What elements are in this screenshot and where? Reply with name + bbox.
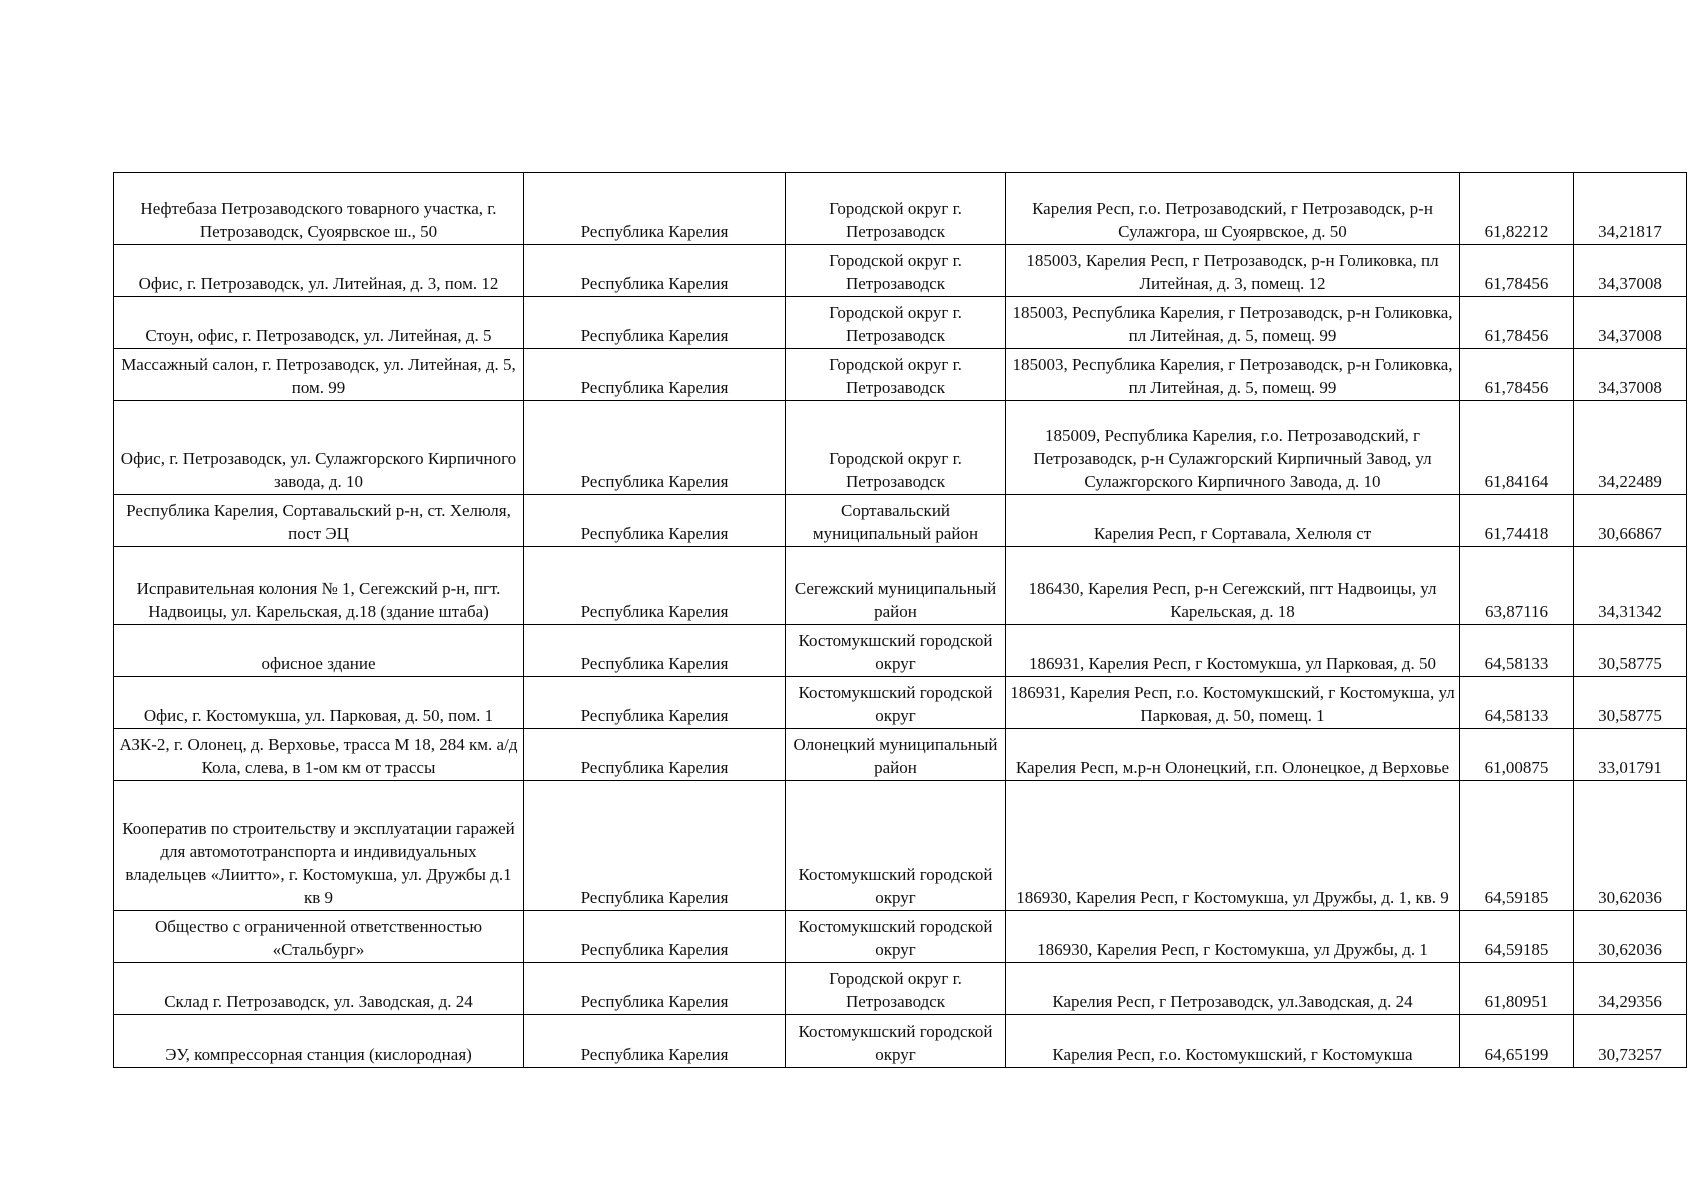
latitude-cell: 61,80951 — [1460, 963, 1574, 1015]
latitude-cell: 61,82212 — [1460, 173, 1574, 245]
latitude-cell: 64,59185 — [1460, 911, 1574, 963]
longitude-cell: 34,37008 — [1574, 297, 1687, 349]
table-row — [114, 963, 1687, 1015]
object-name-cell: АЗК-2, г. Олонец, д. Верховье, трасса М 18, 284 км. а/д Кола, слева, в 1-ом км от трассы — [114, 729, 524, 781]
latitude-cell: 61,84164 — [1460, 401, 1574, 495]
table-row — [114, 349, 1687, 401]
table-row — [114, 547, 1687, 625]
object-name-cell: Кооператив по строительству и эксплуатации гаражей для автомототранспорта и индивидуальных владельцев «Лиитто», г. Костомукша, ул. Дружбы д.1 кв 9 — [114, 781, 524, 911]
latitude-cell: 61,78456 — [1460, 245, 1574, 297]
latitude-cell: 61,78456 — [1460, 349, 1574, 401]
longitude-cell: 34,37008 — [1574, 245, 1687, 297]
longitude-cell: 34,22489 — [1574, 401, 1687, 495]
table-row — [114, 625, 1687, 677]
region-cell: Республика Карелия — [524, 547, 786, 625]
locations-table-container — [113, 172, 1687, 1068]
address-cell: Карелия Респ, г Петрозаводск, ул.Заводская, д. 24 — [1006, 963, 1460, 1015]
address-cell: 185009, Республика Карелия, г.о. Петрозаводский, г Петрозаводск, р-н Сулажгорский Кирпичный Завод, ул Сулажгорского Кирпичного Завода, д. 10 — [1006, 401, 1460, 495]
longitude-cell: 30,66867 — [1574, 495, 1687, 547]
longitude-cell: 30,62036 — [1574, 911, 1687, 963]
table-row — [114, 245, 1687, 297]
object-name-cell: Исправительная колония № 1, Сегежский р-н, пгт. Надвоицы, ул. Карельская, д.18 (здание штаба) — [114, 547, 524, 625]
longitude-cell: 30,58775 — [1574, 625, 1687, 677]
municipality-cell: Городской округ г. Петрозаводск — [786, 297, 1006, 349]
latitude-cell: 61,78456 — [1460, 297, 1574, 349]
municipality-cell: Городской округ г. Петрозаводск — [786, 245, 1006, 297]
region-cell: Республика Карелия — [524, 401, 786, 495]
municipality-cell: Городской округ г. Петрозаводск — [786, 349, 1006, 401]
municipality-cell: Костомукшский городской округ — [786, 677, 1006, 729]
region-cell: Республика Карелия — [524, 729, 786, 781]
longitude-cell: 33,01791 — [1574, 729, 1687, 781]
object-name-cell: Стоун, офис, г. Петрозаводск, ул. Литейная, д. 5 — [114, 297, 524, 349]
table-row — [114, 729, 1687, 781]
latitude-cell: 61,00875 — [1460, 729, 1574, 781]
municipality-cell: Городской округ г. Петрозаводск — [786, 401, 1006, 495]
region-cell: Республика Карелия — [524, 781, 786, 911]
table-row — [114, 911, 1687, 963]
address-cell: 186931, Карелия Респ, г Костомукша, ул Парковая, д. 50 — [1006, 625, 1460, 677]
municipality-cell: Костомукшский городской округ — [786, 781, 1006, 911]
longitude-cell: 30,73257 — [1574, 1015, 1687, 1068]
region-cell: Республика Карелия — [524, 495, 786, 547]
address-cell: 186930, Карелия Респ, г Костомукша, ул Дружбы, д. 1 — [1006, 911, 1460, 963]
address-cell: Карелия Респ, м.р-н Олонецкий, г.п. Олонецкое, д Верховье — [1006, 729, 1460, 781]
latitude-cell: 64,58133 — [1460, 677, 1574, 729]
region-cell: Республика Карелия — [524, 1015, 786, 1068]
locations-table — [113, 172, 1687, 1068]
region-cell: Республика Карелия — [524, 173, 786, 245]
municipality-cell: Сегежский муниципальный район — [786, 547, 1006, 625]
region-cell: Республика Карелия — [524, 963, 786, 1015]
object-name-cell: ЭУ, компрессорная станция (кислородная) — [114, 1015, 524, 1068]
latitude-cell: 61,74418 — [1460, 495, 1574, 547]
table-row — [114, 781, 1687, 911]
municipality-cell: Городской округ г. Петрозаводск — [786, 963, 1006, 1015]
municipality-cell: Костомукшский городской округ — [786, 1015, 1006, 1068]
table-row — [114, 297, 1687, 349]
municipality-cell: Олонецкий муниципальный район — [786, 729, 1006, 781]
address-cell: Карелия Респ, г Сортавала, Хелюля ст — [1006, 495, 1460, 547]
region-cell: Республика Карелия — [524, 349, 786, 401]
table-row — [114, 1015, 1687, 1068]
region-cell: Республика Карелия — [524, 625, 786, 677]
latitude-cell: 64,58133 — [1460, 625, 1574, 677]
table-row — [114, 495, 1687, 547]
object-name-cell: Республика Карелия, Сортавальский р-н, ст. Хелюля, пост ЭЦ — [114, 495, 524, 547]
object-name-cell: офисное здание — [114, 625, 524, 677]
municipality-cell: Костомукшский городской округ — [786, 625, 1006, 677]
region-cell: Республика Карелия — [524, 677, 786, 729]
region-cell: Республика Карелия — [524, 297, 786, 349]
longitude-cell: 34,37008 — [1574, 349, 1687, 401]
longitude-cell: 30,62036 — [1574, 781, 1687, 911]
region-cell: Республика Карелия — [524, 911, 786, 963]
address-cell: Карелия Респ, г.о. Костомукшский, г Костомукша — [1006, 1015, 1460, 1068]
object-name-cell: Офис, г. Костомукша, ул. Парковая, д. 50, пом. 1 — [114, 677, 524, 729]
latitude-cell: 64,59185 — [1460, 781, 1574, 911]
address-cell: 186430, Карелия Респ, р-н Сегежский, пгт Надвоицы, ул Карельская, д. 18 — [1006, 547, 1460, 625]
object-name-cell: Массажный салон, г. Петрозаводск, ул. Литейная, д. 5, пом. 99 — [114, 349, 524, 401]
address-cell: 186930, Карелия Респ, г Костомукша, ул Дружбы, д. 1, кв. 9 — [1006, 781, 1460, 911]
object-name-cell: Офис, г. Петрозаводск, ул. Литейная, д. 3, пом. 12 — [114, 245, 524, 297]
address-cell: 185003, Республика Карелия, г Петрозаводск, р-н Голиковка, пл Литейная, д. 5, помещ. 99 — [1006, 349, 1460, 401]
region-cell: Республика Карелия — [524, 245, 786, 297]
table-row — [114, 173, 1687, 245]
municipality-cell: Городской округ г. Петрозаводск — [786, 173, 1006, 245]
longitude-cell: 34,21817 — [1574, 173, 1687, 245]
address-cell: Карелия Респ, г.о. Петрозаводский, г Петрозаводск, р-н Сулажгора, ш Суоярвское, д. 50 — [1006, 173, 1460, 245]
table-row — [114, 677, 1687, 729]
municipality-cell: Костомукшский городской округ — [786, 911, 1006, 963]
object-name-cell: Склад г. Петрозаводск, ул. Заводская, д. 24 — [114, 963, 524, 1015]
longitude-cell: 30,58775 — [1574, 677, 1687, 729]
latitude-cell: 64,65199 — [1460, 1015, 1574, 1068]
address-cell: 186931, Карелия Респ, г.о. Костомукшский, г Костомукша, ул Парковая, д. 50, помещ. 1 — [1006, 677, 1460, 729]
address-cell: 185003, Карелия Респ, г Петрозаводск, р-н Голиковка, пл Литейная, д. 3, помещ. 12 — [1006, 245, 1460, 297]
municipality-cell: Сортавальский муниципальный район — [786, 495, 1006, 547]
table-body — [114, 173, 1687, 1068]
longitude-cell: 34,31342 — [1574, 547, 1687, 625]
latitude-cell: 63,87116 — [1460, 547, 1574, 625]
longitude-cell: 34,29356 — [1574, 963, 1687, 1015]
object-name-cell: Офис, г. Петрозаводск, ул. Сулажгорского Кирпичного завода, д. 10 — [114, 401, 524, 495]
address-cell: 185003, Республика Карелия, г Петрозаводск, р-н Голиковка, пл Литейная, д. 5, помещ. 99 — [1006, 297, 1460, 349]
object-name-cell: Общество с ограниченной ответственностью «Стальбург» — [114, 911, 524, 963]
table-row — [114, 401, 1687, 495]
object-name-cell: Нефтебаза Петрозаводского товарного участка, г. Петрозаводск, Суоярвское ш., 50 — [114, 173, 524, 245]
